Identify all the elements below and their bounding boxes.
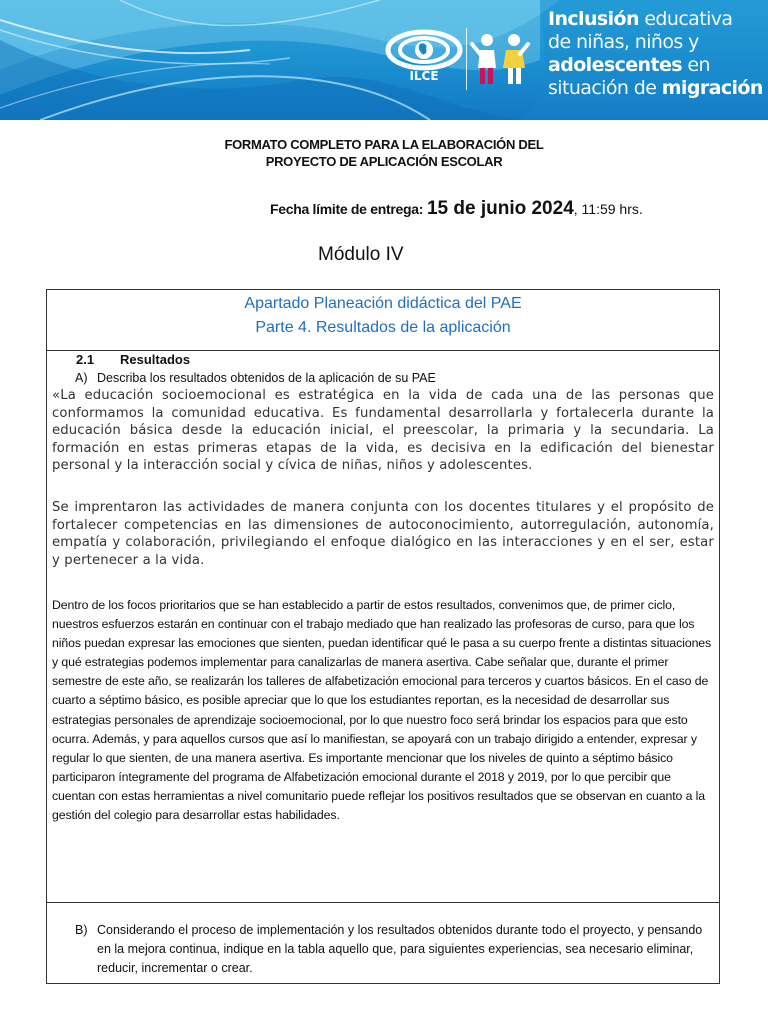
question-b-letter: B) xyxy=(75,923,88,937)
document-title xyxy=(0,136,768,170)
banner-title-line-3: adolescentes en xyxy=(548,54,710,76)
answer-quote-paragraph-2: Se imprentaron las actividades de manera conjunta con los docentes titulares y el propósito de fortalecer competencias en las dimensiones de autoconocimiento, autorregulación, autonomía, empatía y colaboración, privilegiando el enfoque dialógico en las interacciones y en el ser, estar y pertenecer a la vida. xyxy=(52,500,714,568)
deadline-time: , 11:59 hrs. xyxy=(573,201,643,217)
banner-title-line-1: Inclusión educativa xyxy=(548,8,733,30)
question-b xyxy=(75,921,715,978)
banner-divider xyxy=(466,28,467,90)
deadline xyxy=(270,198,643,220)
banner-title xyxy=(548,8,763,100)
row-divider xyxy=(47,902,719,903)
module-title: Módulo IV xyxy=(318,244,404,265)
ilce-logo-text: ILCE xyxy=(409,69,439,83)
header-banner xyxy=(0,0,768,120)
banner-title-line-4: situación de migración xyxy=(548,77,763,99)
document-title-line-2: PROYECTO DE APLICACIÓN ESCOLAR xyxy=(265,154,503,169)
answer-quote-paragraph-1: «La educación socioemocional es estratégica en la vida de cada una de las personas que conformamos la comunidad educativa. Es fundamental desarrollarla y fortalecerla durante la educación básica desde la educación inicial, el preescolar, la primaria y la secundaria. La formación en estas primeras etapas de la vida, es decisiva en la edificación del bienestar personal y la interacción social y cívica de niñas, niños y adolescentes. xyxy=(52,388,714,473)
table-header-line-2: Parte 4. Resultados de la aplicación xyxy=(255,319,511,336)
question-a-letter: A) xyxy=(75,371,88,385)
deadline-date: 15 de junio 2024 xyxy=(426,198,574,219)
children-icon xyxy=(470,30,532,88)
document-title-line-1: FORMATO COMPLETO PARA LA ELABORACIÓN DEL xyxy=(224,137,544,152)
banner-title-line-2: de niñas, niños y xyxy=(548,31,699,53)
table-header xyxy=(47,290,719,351)
table-header-line-1: Apartado Planeación didáctica del PAE xyxy=(244,295,522,312)
form-table xyxy=(46,289,720,984)
answer-body-paragraph: Dentro de los focos prioritarios que se han establecido a partir de estos resultados, convenimos que, de primer ciclo, nuestros esfuerzos estarán en continuar con el trabajo mediado que han realizado las profesoras de curso, para que los niños puedan expresar las emociones que sienten, puedan identificar qué le pasa a su cuerpo frente a distintas situaciones y qué estrategias podemos implementar para canalizarlas de manera asertiva. Cabe señalar que, durante el primer semestre de este año, se realizarán los talleres de alfabetización emocional para terceros y cuartos básicos. En el caso de cuarto a séptimo básico, es posible apreciar que lo que los estudiantes reportan, es la necesidad de desarrollar sus estrategias personales de aprendizaje socioemocional, por lo que nuestro foco será brindar los espacios para que esto ocurra. Además, y para aquellos cursos que así lo manifiestan, se apoyará con un trabajo dirigido a entender, expresar y regular lo que sienten, de una manera asertiva. Es importante mencionar que los niveles de quinto a séptimo básico participaron íntegramente del programa de Alfabetización emocional durante el 2018 y 2019, por lo que percibir que cuentan con estas herramientas a nivel comunitario puede reflejar los positivos resultados que se observan en cuanto a la gestión del colegio para desarrollar estas habilidades. xyxy=(52,598,712,823)
section-number: 2.1 xyxy=(76,352,95,367)
deadline-label: Fecha límite de entrega: xyxy=(270,201,424,217)
question-a-text: Describa los resultados obtenidos de la aplicación de su PAE xyxy=(97,371,436,385)
question-b-text: Considerando el proceso de implementación y los resultados obtenidos durante todo el proyecto, y pensando en la mejora continua, indique en la tabla aquello que, para siguientes experiencias, sea necesario eliminar, reducir, incrementar o crear. xyxy=(97,923,703,975)
question-a xyxy=(75,371,436,385)
section-heading xyxy=(76,352,190,367)
section-title: Resultados xyxy=(120,352,191,367)
